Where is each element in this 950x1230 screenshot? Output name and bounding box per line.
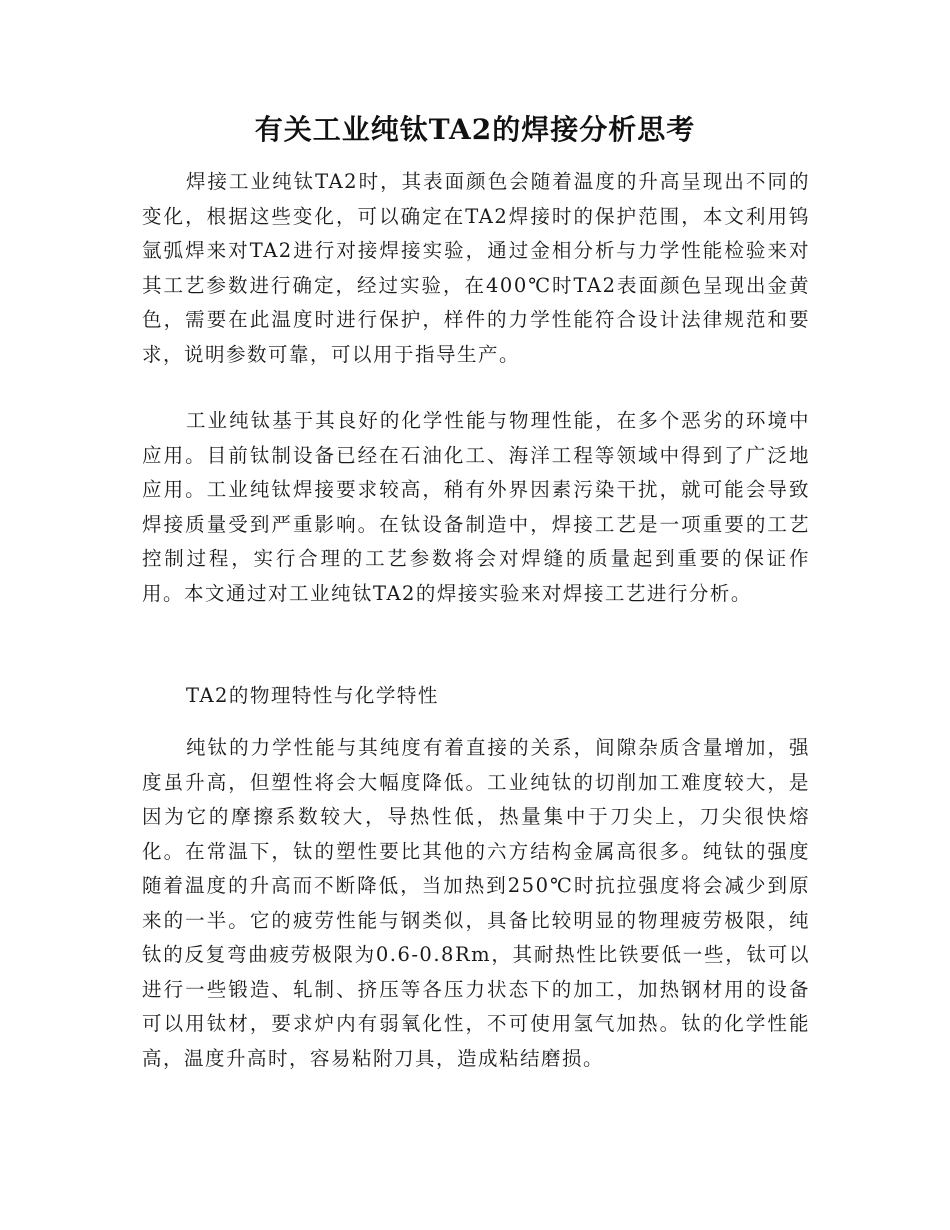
abstract-paragraph: 焊接工业纯钛TA2时，其表面颜色会随着温度的升高呈现出不同的变化，根据这些变化，可以确定在TA2焊接时的保护范围，本文利用钨氩弧焊来对TA2进行对接焊接实验，通过金相分析与力学性能检验来对其工艺参数进行确定，经过实验，在400℃时TA2表面颜色呈现出金黄色，需要在此温度时进行保护，样件的力学性能符合设计法律规范和要求，说明参数可靠，可以用于指导生产。 [142,170,810,366]
section-heading: TA2的物理特性与化学特性 [186,684,439,707]
section-paragraph: 纯钛的力学性能与其纯度有着直接的关系，间隙杂质含量增加，强度虽升高，但塑性将会大幅度降低。工业纯钛的切削加工难度较大，是因为它的摩擦系数较大，导热性低，热量集中于刀尖上，刀尖很快熔化。在常温下，钛的塑性要比其他的六方结构金属高很多。纯钛的强度随着温度的升高而不断降低，当加热到250℃时抗拉强度将会减少到原来的一半。它的疲劳性能与钢类似，具备比较明显的物理疲劳极限，纯钛的反复弯曲疲劳极限为0.6-0.8Rm，其耐热性比铁要低一些，钛可以进行一些锻造、轧制、挤压等各压力状态下的加工，加热钢材用的设备可以用钛材，要求炉内有弱氧化性，不可使用氢气加热。钛的化学性能高，温度升高时，容易粘附刀具，造成粘结磨损。 [142,736,810,1070]
introduction-paragraph: 工业纯钛基于其良好的化学性能与物理性能，在多个恶劣的环境中应用。目前钛制设备已经在石油化工、海洋工程等领域中得到了广泛地应用。工业纯钛焊接要求较高，稍有外界因素污染干扰，就可能会导致焊接质量受到严重影响。在钛设备制造中，焊接工艺是一项重要的工艺控制过程，实行合理的工艺参数将会对焊缝的质量起到重要的保证作用。本文通过对工业纯钛TA2的焊接实验来对焊接工艺进行分析。 [142,409,810,605]
document-title: 有关工业纯钛TA2的焊接分析思考 [254,113,696,146]
